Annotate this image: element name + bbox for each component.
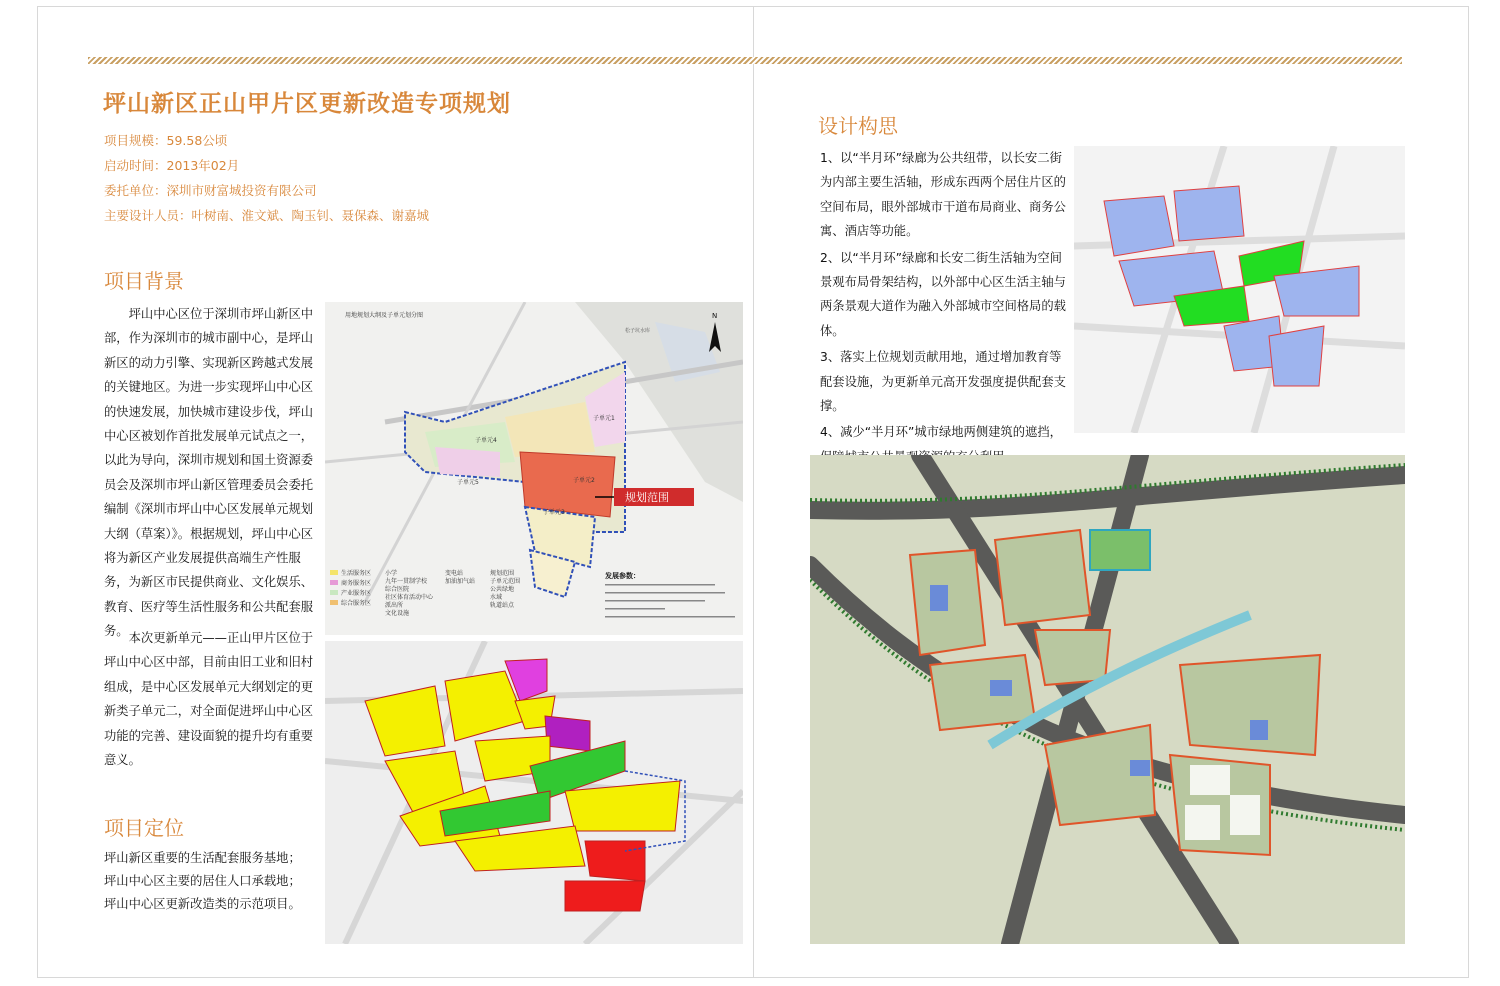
positioning-list: [104, 847, 344, 916]
positioning-line: 坪山中心区主要的居住人口承载地；: [104, 874, 301, 888]
section-title-positioning: 项目定位: [104, 816, 184, 840]
unit-division-map: [325, 302, 743, 635]
positioning-line: 坪山中心区更新改造类的示范项目。: [104, 897, 301, 911]
svg-text:加油加气站: 加油加气站: [445, 578, 476, 585]
svg-text:生活服务区: 生活服务区: [341, 570, 372, 577]
decorative-rule: [88, 57, 1402, 64]
svg-text:规划范围: 规划范围: [490, 570, 515, 577]
svg-text:轨道站点: 轨道站点: [490, 602, 515, 609]
svg-text:子单元范围: 子单元范围: [490, 578, 521, 585]
design-item: 2、以“半月环”绿廊和长安二街生活轴为空间景观布局骨架结构，以外部中心区生活主轴与两条景观大道作为融入外部城市空间格局的载体。: [820, 250, 1066, 338]
background-paragraph-2: 本次更新单元——正山甲片区位于坪山中心区中部，目前由旧工业和旧村组成，是中心区发展单元大纲划定的更新类子单元二，对全面促进坪山中心区功能的完善、建设面貌的提升均有重要意义。: [104, 631, 314, 768]
design-concept-list: [820, 146, 1068, 471]
params-title: 发展参数：: [605, 572, 640, 580]
section-title-background: 项目背景: [104, 269, 184, 293]
land-use-map: [325, 641, 743, 944]
svg-text:社区体育活动中心: 社区体育活动中心: [385, 594, 434, 601]
unit-label: 子单元5: [457, 479, 479, 486]
svg-text:综合服务区: 综合服务区: [341, 600, 372, 607]
svg-text:文化设施: 文化设施: [385, 610, 410, 617]
planning-scope-callout: 规划范围: [625, 491, 669, 504]
svg-text:九年一贯制学校: 九年一贯制学校: [385, 578, 428, 585]
meta-designers: 主要设计人员：叶树南、淮文斌、陶玉钊、聂保森、谢嘉城: [104, 208, 430, 223]
reservoir-label: 松子坑水库: [625, 328, 651, 334]
svg-text:小学: 小学: [385, 570, 398, 577]
unit-label: 子单元3: [543, 509, 565, 516]
meta-scale: 项目规模：59.58公顷: [104, 133, 228, 148]
section-title-design: 设计构思: [818, 114, 898, 138]
meta-client: 委托单位：深圳市财富城投资有限公司: [104, 183, 317, 198]
design-item: 3、落实上位规划贡献用地，通过增加教育等配套设施，为更新单元高开发强度提供配套支撑。: [820, 350, 1066, 414]
svg-text:水域: 水域: [490, 594, 503, 601]
svg-text:综合医院: 综合医院: [385, 586, 410, 593]
svg-text:派出所: 派出所: [385, 602, 404, 609]
unit-label: 子单元2: [573, 477, 595, 484]
unit-map-title: 用地规划大纲及子单元划分图: [345, 312, 424, 319]
design-item: 4、减少“半月环”城市绿地两侧建筑的遮挡，: [820, 425, 1062, 440]
page-gutter: [753, 6, 754, 978]
positioning-line: 坪山新区重要的生活配套服务基地；: [104, 851, 301, 865]
concept-map: [1074, 146, 1405, 433]
svg-text:产业服务区: 产业服务区: [341, 590, 372, 597]
meta-start-date: 启动时间：2013年02月: [104, 158, 240, 173]
document-title: 坪山新区正山甲片区更新改造专项规划: [103, 91, 511, 117]
unit-map-figure: [325, 302, 743, 635]
project-meta: [104, 128, 484, 228]
unit-label: 子单元4: [475, 437, 497, 444]
svg-text:N: N: [712, 312, 718, 320]
svg-text:变电站: 变电站: [445, 570, 464, 577]
svg-text:公共绿地: 公共绿地: [490, 586, 515, 593]
unit-label: 子单元1: [593, 415, 615, 422]
background-paragraph-1: 坪山中心区位于深圳市坪山新区中部，作为深圳市的城市副中心，是坪山新区的动力引擎、实现新区跨越式发展的关键地区。为进一步实现坪山中心区的快速发展，加快城市建设步伐，坪山中心区被划作首批发展单元试点之一，以此为导向，深圳市规划和国土资源委员会及深圳市坪山新区管理委员会委托编制《深圳市坪山中心区发展单元规划大纲（草案）》。根据规划，坪山中心区将为新区产业发展提供高端生产性服务，为新区市民提供商业、文化娱乐、教育、医疗等生活性服务和公共配套服务。: [104, 307, 314, 639]
svg-text:商务服务区: 商务服务区: [341, 580, 372, 587]
design-item: 1、以“半月环”绿廊为公共纽带，以长安二街为内部主要生活轴，形成东西两个居住片区的空间布局，眼外部城市干道布局商业、商务公寓、酒店等功能。: [820, 151, 1066, 239]
masterplan-rendering: [810, 455, 1405, 944]
